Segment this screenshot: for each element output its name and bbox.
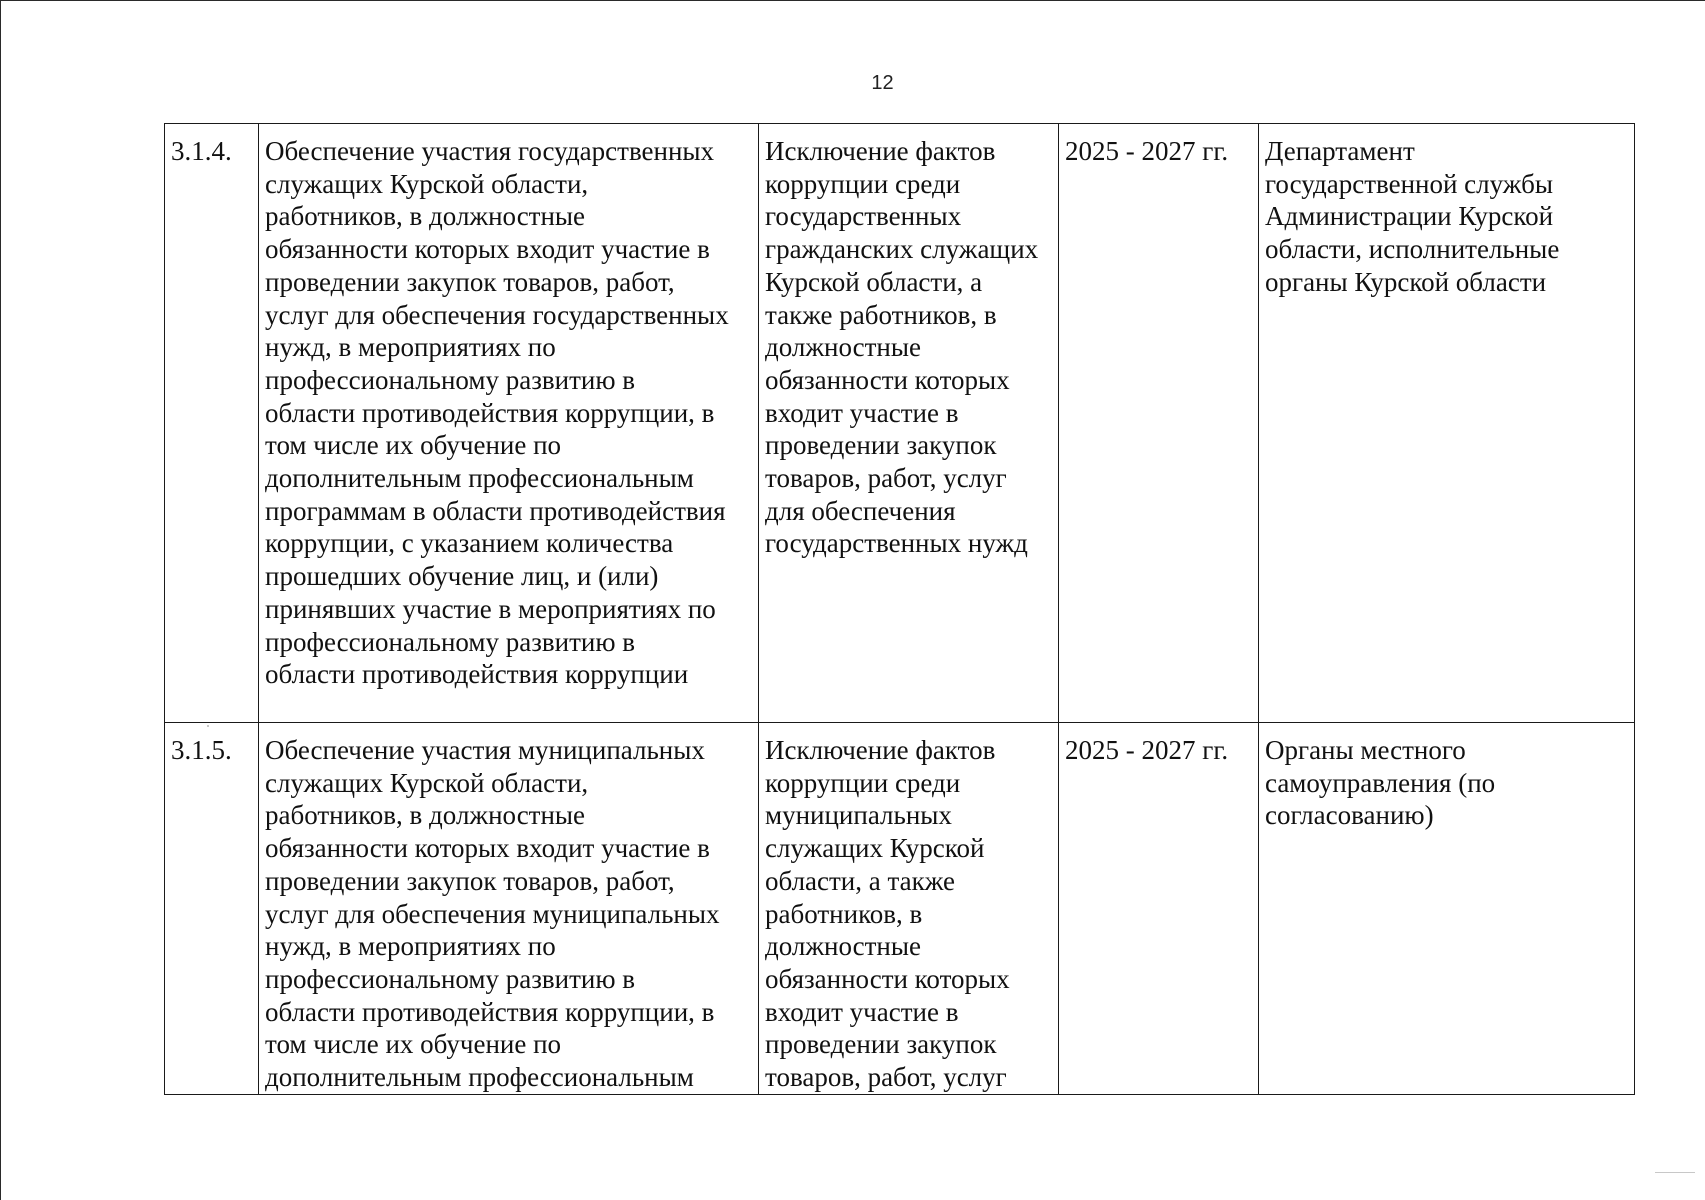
action-text: Обеспечение участия муниципальных служащих Курской области, работников, в должностные обязанности которых входит участие в проведении закупок товаров, работ, услуг для обеспечения муниципальных нужд, в мероприятиях по профессиональному развитию в области противодействия коррупции, в том числе их обучение по дополнительным профессиональным: [265, 735, 720, 1093]
term-text: 2025 - 2027 гг.: [1065, 136, 1229, 166]
item-number: 3.1.5.: [171, 735, 232, 765]
expected-result-text: Исключение фактов коррупции среди государственных гражданских служащих Курской области, а также работников, в должностные обязанности которых входит участие в проведении закупок товаров, работ, услуг для обеспечения государственных нужд: [765, 136, 1039, 559]
result-cell: [759, 723, 1059, 1095]
item-number-cell: [165, 723, 259, 1095]
term-cell: [1059, 124, 1259, 723]
action-text: Обеспечение участия государственных служащих Курской области, работников, в должностные обязанности которых входит участие в проведении закупок товаров, работ, услуг для обеспечения государственных нужд, в мероприятиях по профессиональному развитию в области противодействия коррупции, в том числе их обучение по дополнительным профессиональным программам в области противодействия коррупции, с указанием количества прошедших обучение лиц, и (или) принявших участие в мероприятиях по профессиональному развитию в области противодействия коррупции: [265, 136, 729, 690]
executor-text: Органы местного самоуправления (по согласованию): [1265, 735, 1496, 831]
scan-speck: [207, 725, 209, 727]
expected-result-text: Исключение фактов коррупции среди муниципальных служащих Курской области, а также работников, в должностные обязанности которых входит участие в проведении закупок товаров, работ, услуг: [765, 735, 1010, 1093]
item-number: 3.1.4.: [171, 136, 232, 166]
term-text: 2025 - 2027 гг.: [1065, 735, 1229, 765]
scan-frame-left: [0, 0, 1, 1200]
scan-frame-top: [0, 0, 1705, 1]
page-number: 12: [871, 72, 894, 94]
result-cell: [759, 124, 1059, 723]
table-row: [165, 124, 1635, 723]
term-cell: [1059, 723, 1259, 1095]
scan-edge-mark: [1655, 1172, 1695, 1173]
action-cell: [259, 124, 759, 723]
table-row: [165, 723, 1635, 1095]
executor-text: Департамент государственной службы Администрации Курской области, исполнительные органы Курской области: [1265, 136, 1560, 297]
executor-cell: [1259, 723, 1635, 1095]
measures-table: [164, 123, 1635, 1095]
action-cell: [259, 723, 759, 1095]
item-number-cell: [165, 124, 259, 723]
executor-cell: [1259, 124, 1635, 723]
